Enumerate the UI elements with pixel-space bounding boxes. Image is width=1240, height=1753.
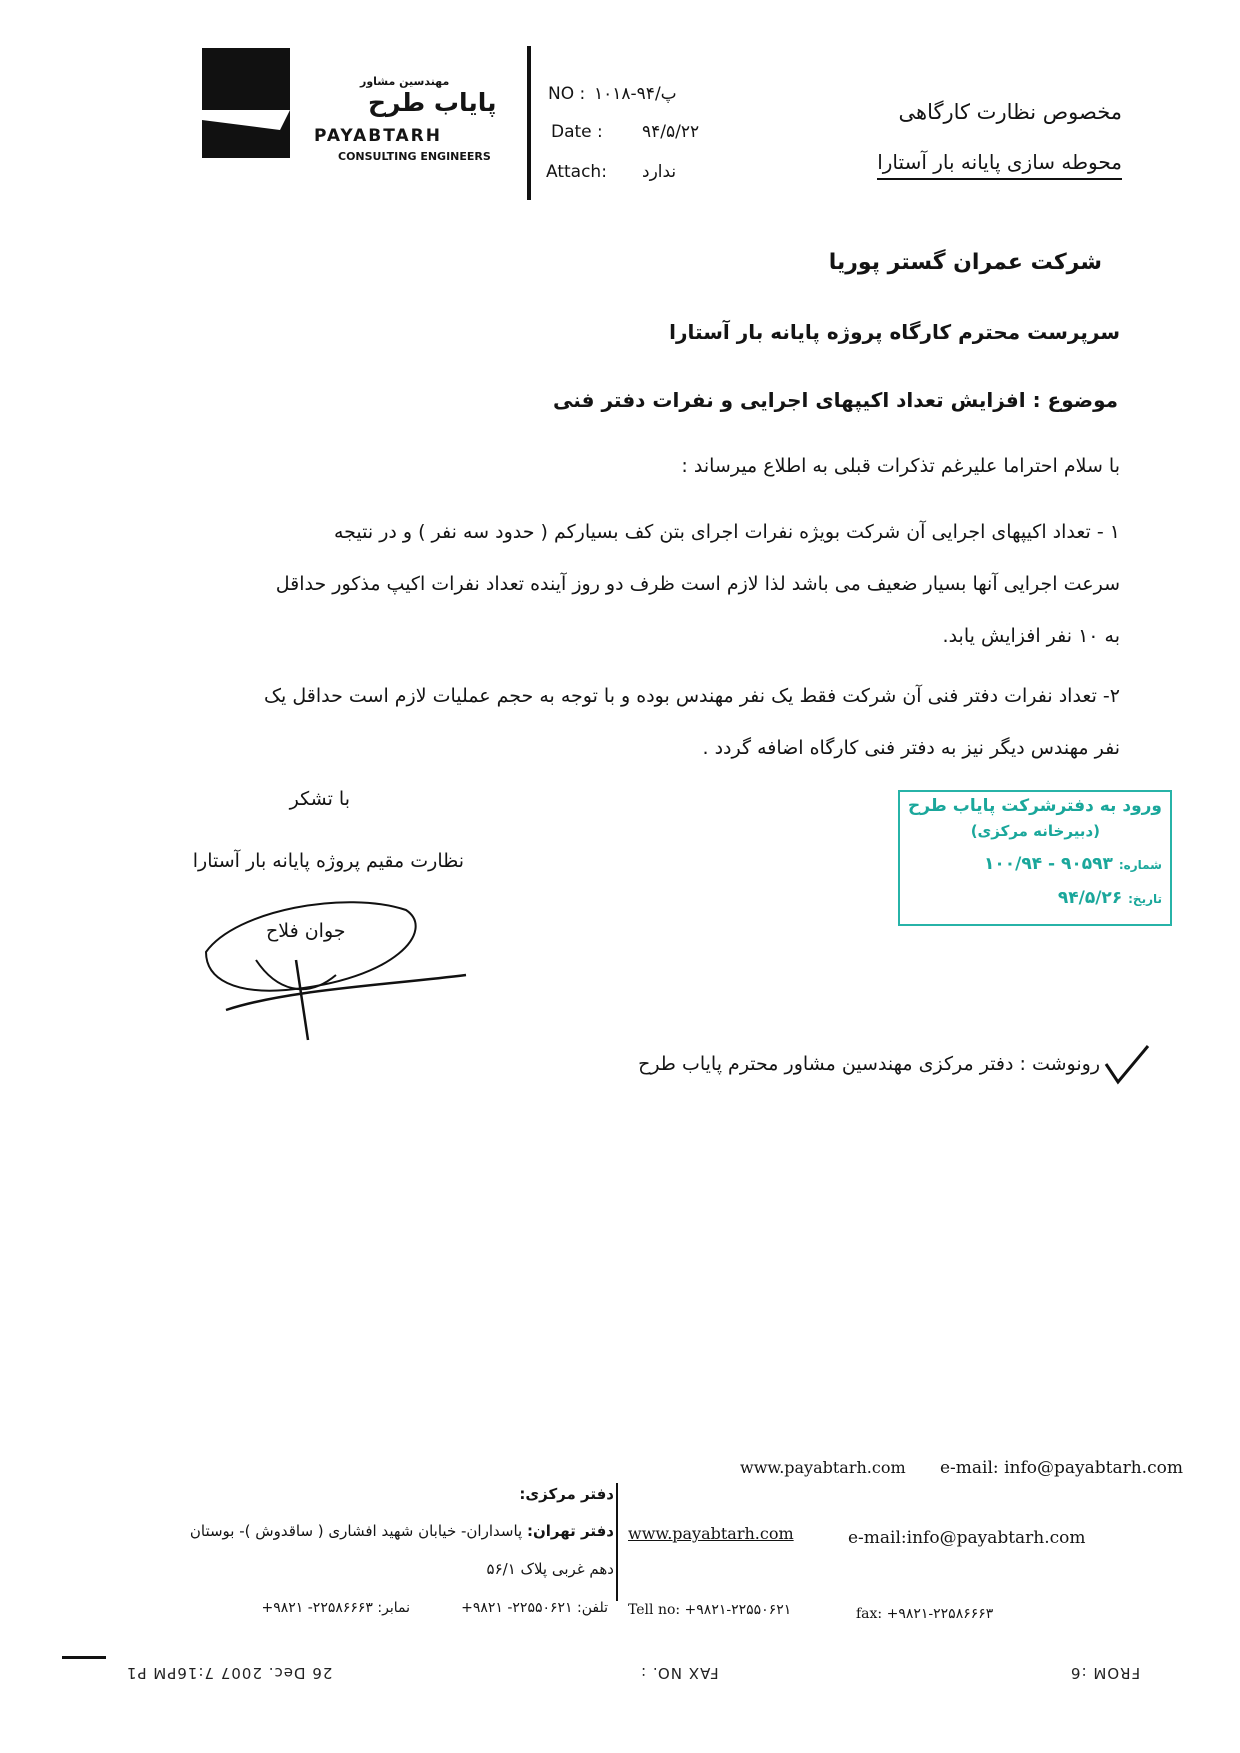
stamp-date-value: ۹۴/۵/۲۶ bbox=[1057, 888, 1123, 908]
no-value: پ/۹۴-۱۰۱۸ bbox=[594, 84, 677, 104]
item-1-line-3: به ۱۰ نفر افزایش یابد. bbox=[942, 625, 1120, 647]
footer-email-top: e-mail: info@payabtarh.com bbox=[940, 1458, 1183, 1478]
subject: موضوع : افزایش تعداد اکیپهای اجرایی و نفرات دفتر فنی bbox=[553, 388, 1118, 412]
logo-fa: پایاب طرح bbox=[368, 88, 497, 117]
item-2-line-1: ۲- تعداد نفرات دفتر فنی آن شرکت فقط یک نفر مهندس بوده و با توجه به حجم عملیات لازم است حداقل یک bbox=[264, 685, 1120, 707]
attach-label: Attach: bbox=[546, 162, 607, 182]
item-1-line-1: ۱ - تعداد اکیپهای اجرایی آن شرکت بویژه نفرات اجرای بتن کف بسیارکم ( حدود سه نفر ) و در نتیجه bbox=[333, 521, 1120, 543]
logo-en: PAYABTARH bbox=[314, 126, 442, 146]
fax-header-right: FROM :6 bbox=[1070, 1664, 1141, 1682]
greeting: با سلام احتراما علیرغم تذکرات قبلی به اطلاع میرساند : bbox=[681, 455, 1120, 477]
recipient-company: شرکت عمران گستر پوریا bbox=[828, 250, 1102, 275]
footer-fax-fa: نمابر: ۲۲۵۸۶۶۶۳- ۹۸۲۱+ bbox=[261, 1600, 410, 1616]
item-1 bbox=[140, 506, 1120, 662]
header-divider bbox=[527, 46, 531, 200]
tehran-address bbox=[190, 1522, 614, 1540]
fax-rule bbox=[62, 1656, 106, 1659]
letter-meta bbox=[548, 84, 718, 184]
stamp-number-value: ۹۰۵۹۳ - ۱۰۰/۹۴ bbox=[984, 854, 1113, 874]
footer-email[interactable]: e-mail:info@payabtarh.com bbox=[848, 1528, 1086, 1548]
tehran-label: دفتر تهران: bbox=[526, 1522, 614, 1540]
checkmark-icon bbox=[1104, 1044, 1150, 1086]
header-right-title: مخصوص نظارت کارگاهی bbox=[898, 100, 1122, 124]
footer-website-top: www.payabtarh.com bbox=[740, 1458, 906, 1477]
footer-fax-en: fax: +۹۸۲۱-۲۲۵۸۶۶۶۳ bbox=[856, 1606, 994, 1622]
footer-divider bbox=[616, 1483, 618, 1601]
stamp-number-label: شماره: bbox=[1118, 858, 1162, 872]
fax-header-left: 26 Dec. 2007 7:16PM P1 bbox=[126, 1664, 333, 1682]
receipt-stamp bbox=[898, 790, 1172, 926]
signatory-name: جوان فلاح bbox=[266, 920, 346, 942]
header-right-subtitle: محوطه سازی پایانه بار آستارا bbox=[877, 150, 1122, 180]
signatory-title: نظارت مقیم پروژه پایانه بار آستارا bbox=[192, 850, 464, 872]
logo-mark-icon bbox=[202, 48, 290, 158]
date-value: ۹۴/۵/۲۲ bbox=[642, 122, 700, 142]
footer-tel-en: Tell no: +۹۸۲۱-۲۲۵۵۰۶۲۱ bbox=[628, 1602, 792, 1618]
logo-fa-top: مهندسین مشاور bbox=[360, 75, 450, 88]
stamp-date-label: تاریخ: bbox=[1128, 892, 1162, 906]
central-office-label: دفتر مرکزی: bbox=[519, 1485, 614, 1503]
date-label: Date : bbox=[551, 122, 603, 142]
fax-header-middle: FAX NO. : bbox=[640, 1664, 719, 1682]
footer-phone-fa: تلفن: ۲۲۵۵۰۶۲۱- ۹۸۲۱+ bbox=[461, 1600, 608, 1616]
tehran-address-2: دهم غربی پلاک ۵۶/۱ bbox=[486, 1560, 614, 1578]
signature-icon bbox=[196, 890, 476, 1050]
recipient-person: سرپرست محترم کارگاه پروژه پایانه بار آستارا bbox=[669, 320, 1120, 344]
tehran-address-1: پاسداران- خیابان شهید افشاری ( ساقدوش )- بوستان bbox=[189, 1522, 523, 1540]
no-label: NO : bbox=[548, 84, 586, 104]
logo-mark bbox=[202, 48, 290, 158]
stamp-date bbox=[1058, 888, 1162, 908]
stamp-line-2: (دبیرخانه مرکزی) bbox=[970, 822, 1100, 840]
stamp-line-1: ورود به دفترشرکت پایاب طرح bbox=[907, 796, 1162, 816]
item-1-line-2: سرعت اجرایی آنها بسیار ضعیف می باشد لذا لازم است ظرف دو روز آینده تعداد نفرات اکیپ مذکور حداقل bbox=[275, 573, 1120, 595]
stamp-number bbox=[984, 854, 1162, 874]
item-2 bbox=[140, 670, 1120, 774]
cc-line: رونوشت : دفتر مرکزی مهندسین مشاور محترم پایاب طرح bbox=[638, 1053, 1100, 1075]
closing: با تشکر bbox=[289, 788, 350, 810]
logo-subtitle: CONSULTING ENGINEERS bbox=[338, 150, 491, 163]
attach-value: ندارد bbox=[642, 162, 677, 182]
footer-website[interactable]: www.payabtarh.com bbox=[628, 1524, 794, 1543]
item-2-line-2: نفر مهندس دیگر نیز به دفتر فنی کارگاه اضافه گردد . bbox=[702, 737, 1120, 759]
